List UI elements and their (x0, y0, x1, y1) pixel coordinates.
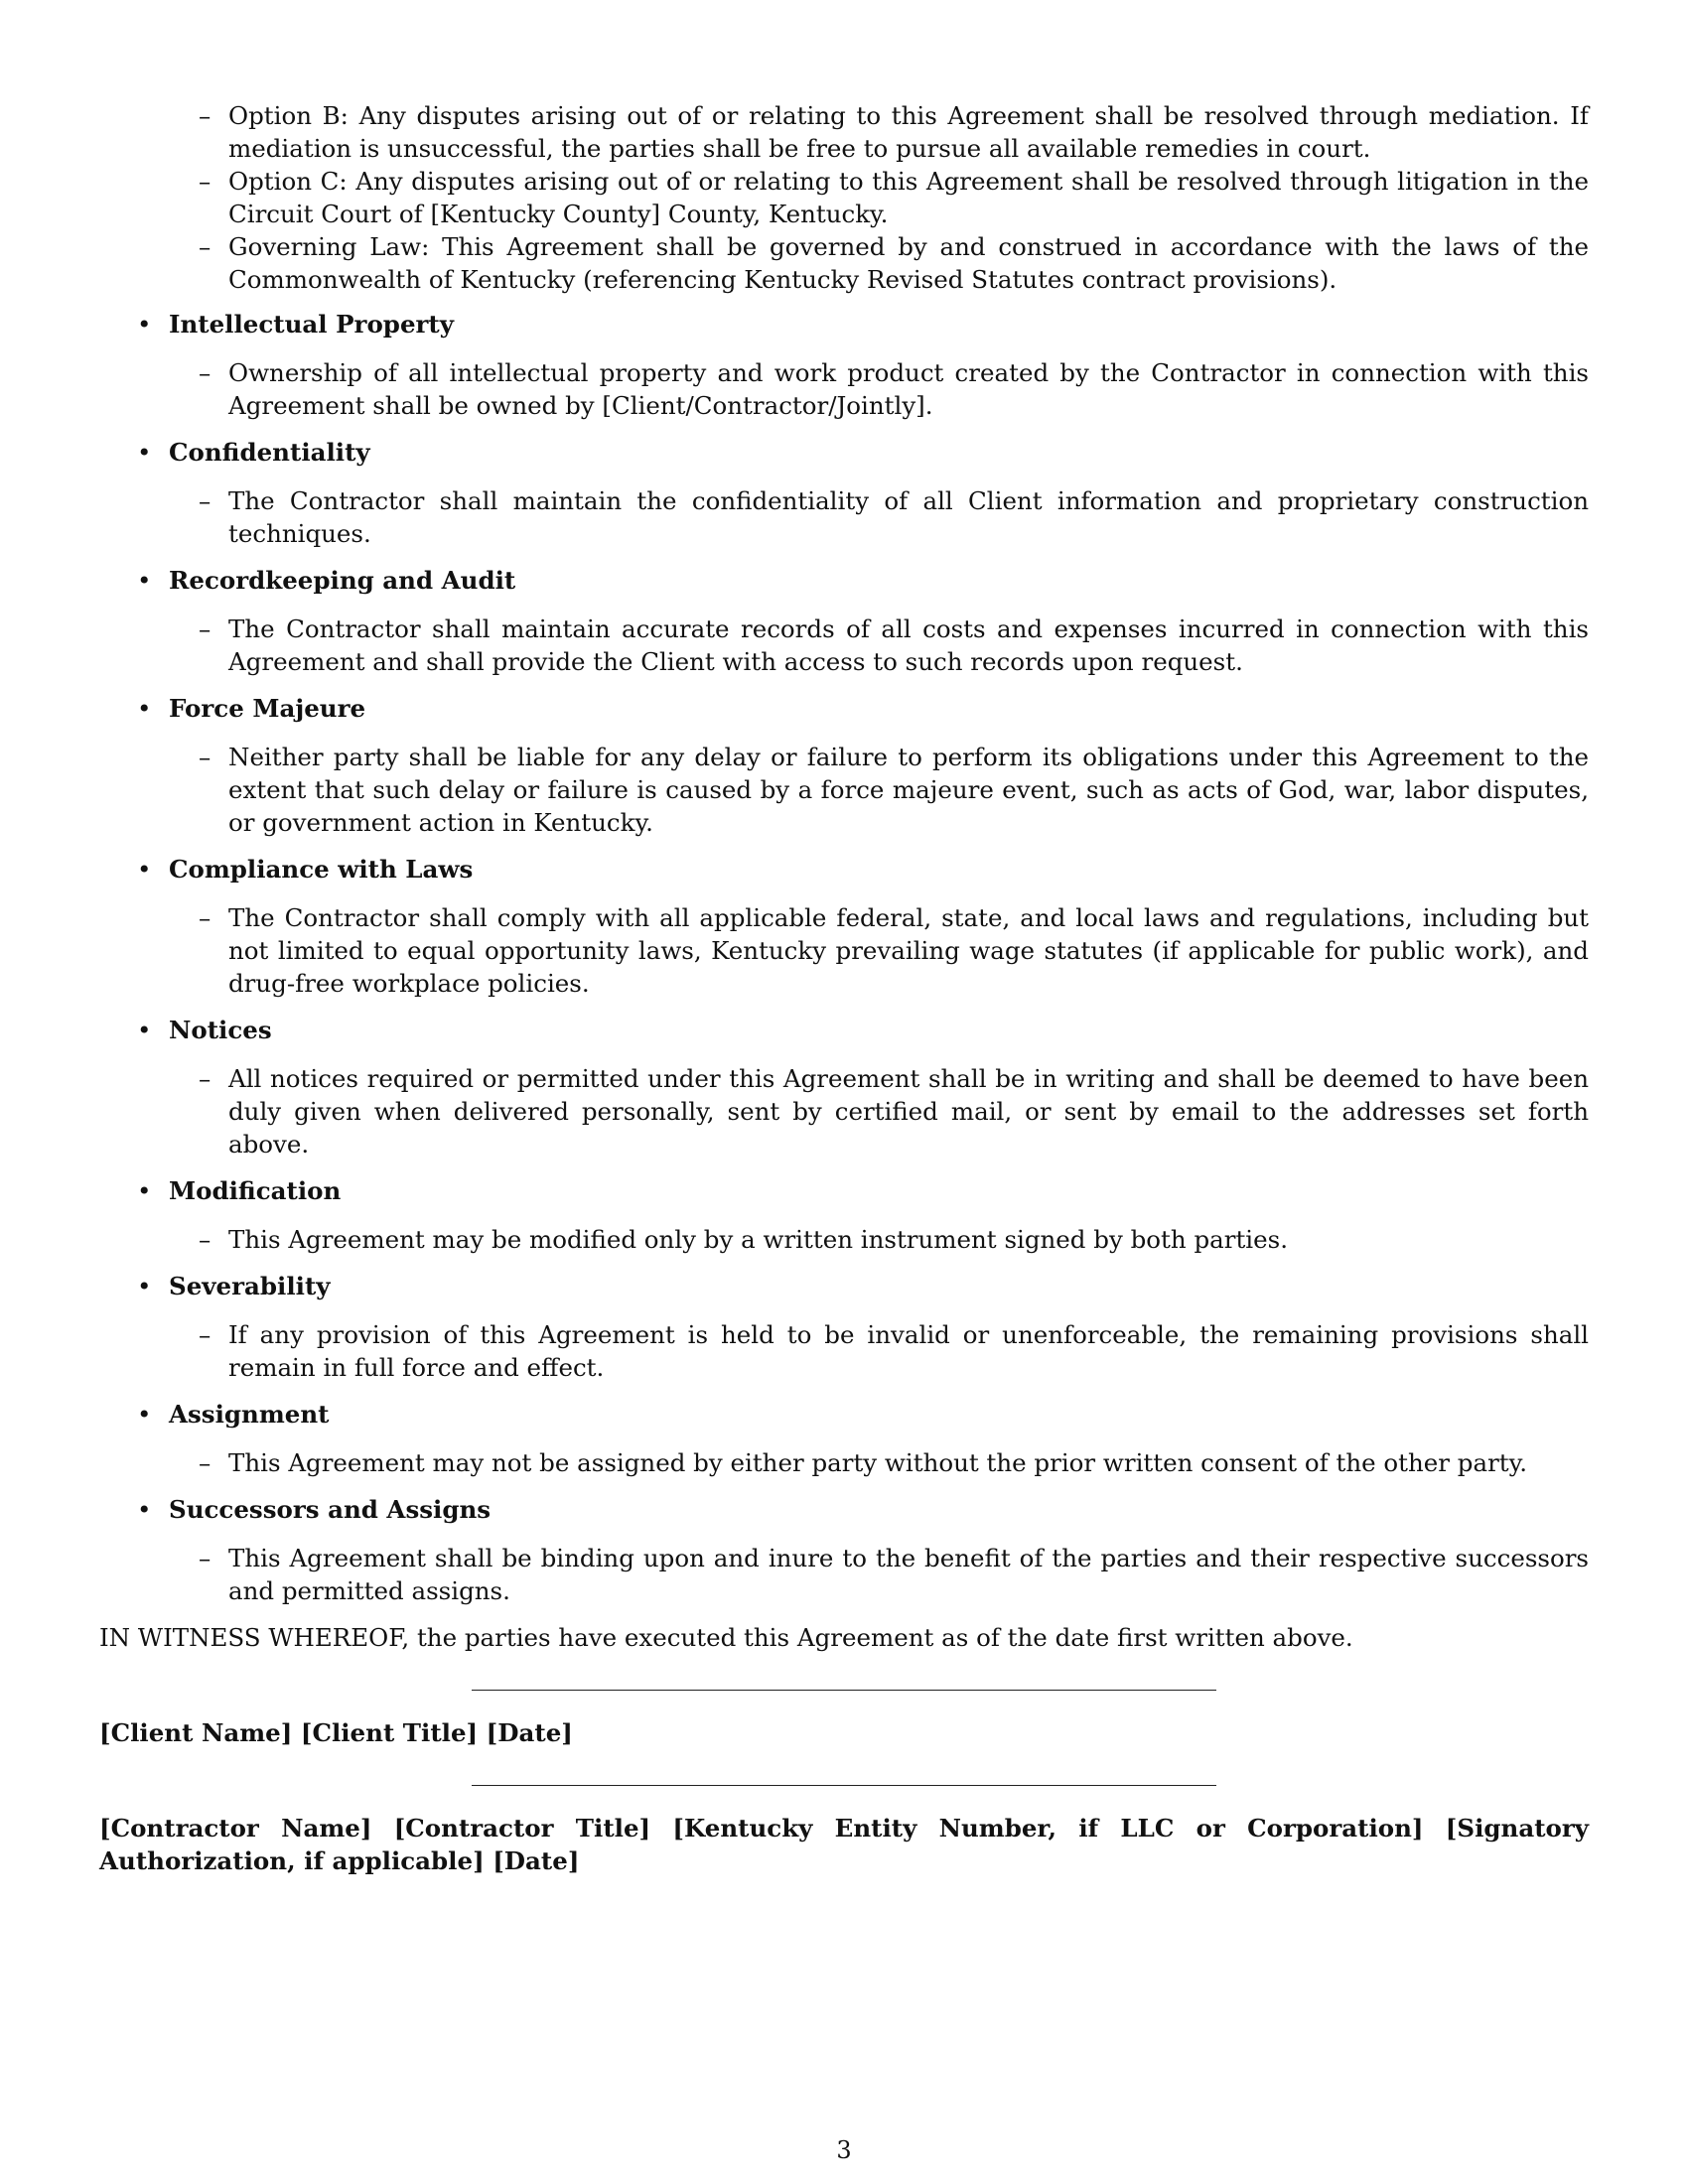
clause-notices (99, 1014, 1589, 1160)
clause-title: Confidentiality (169, 438, 370, 467)
dash-marker: – (199, 743, 211, 771)
bullet-marker: • (137, 1272, 152, 1300)
clause-intellectual-property (99, 308, 1589, 422)
clause-heading (99, 1398, 1589, 1431)
clause-body (99, 356, 1589, 422)
clause-assignment (99, 1398, 1589, 1479)
client-signature-line (472, 1690, 1216, 1691)
clause-heading (99, 1493, 1589, 1526)
clause-text: Neither party shall be liable for any delay or failure to perform its obligations under this Agreement to the extent that such delay or failure is caused by a force majeure event, such as acts of God, war, labor disputes, or government action in Kentucky. (228, 743, 1589, 837)
clause-heading (99, 436, 1589, 469)
bullet-marker: • (137, 566, 152, 595)
bullet-marker: • (137, 310, 152, 339)
list-item (99, 165, 1589, 230)
client-signature-block: [Client Name] [Client Title] [Date] (99, 1718, 573, 1747)
dash-marker: – (199, 486, 211, 515)
dash-marker: – (199, 232, 211, 261)
clause-body (99, 484, 1589, 550)
clause-body (99, 901, 1589, 1000)
clause-heading (99, 1270, 1589, 1302)
clause-body (99, 1223, 1589, 1256)
clause-text: The Contractor shall comply with all applicable federal, state, and local laws and regulations, including but not limited to equal opportunity laws, Kentucky prevailing wage statutes (if applicable for public work), and drug-free workplace policies. (228, 903, 1589, 998)
clause-text: This Agreement may not be assigned by either party without the prior written consent of the other party. (228, 1448, 1528, 1477)
clause-heading (99, 853, 1589, 886)
subitem-text: Option B: Any disputes arising out of or relating to this Agreement shall be resolved through mediation. If mediation is unsuccessful, the parties shall be free to pursue all available remedies in court. (228, 101, 1589, 163)
clause-compliance (99, 853, 1589, 1000)
dash-marker: – (199, 101, 211, 130)
clause-text: If any provision of this Agreement is held to be invalid or unenforceable, the remaining provisions shall remain in full force and effect. (228, 1320, 1589, 1382)
clause-title: Successors and Assigns (169, 1495, 492, 1524)
clause-title: Assignment (169, 1400, 330, 1429)
clause-text: This Agreement shall be binding upon and inure to the benefit of the parties and their respective successors and permitted assigns. (228, 1544, 1589, 1605)
bullet-marker: • (137, 1176, 152, 1205)
clause-body (99, 1542, 1589, 1607)
dash-marker: – (199, 903, 211, 932)
clause-title: Recordkeeping and Audit (169, 566, 516, 595)
clause-confidentiality (99, 436, 1589, 550)
subitem-text: Governing Law: This Agreement shall be governed by and construed in accordance with the laws of the Commonwealth of Kentucky (referencing Kentucky Revised Statutes contract provisions). (228, 232, 1589, 294)
dash-marker: – (199, 1544, 211, 1572)
bullet-marker: • (137, 438, 152, 467)
clause-list (99, 308, 1589, 1607)
bullet-marker: • (137, 1016, 152, 1044)
clause-text: Ownership of all intellectual property and work product created by the Contractor in connection with this Agreement shall be owned by [Client/Contractor/Jointly]. (228, 358, 1589, 420)
dash-marker: – (199, 614, 211, 643)
document-page (99, 99, 1589, 1877)
clause-heading (99, 1174, 1589, 1207)
dash-marker: – (199, 1064, 211, 1093)
clause-successors (99, 1493, 1589, 1607)
clause-body (99, 741, 1589, 839)
contractor-signature-line (472, 1785, 1216, 1786)
clause-recordkeeping (99, 564, 1589, 678)
clause-force-majeure (99, 692, 1589, 839)
clause-text: All notices required or permitted under this Agreement shall be in writing and shall be deemed to have been duly given when delivered personally, sent by certified mail, or sent by email to the addresses set forth above. (228, 1064, 1589, 1159)
clause-title: Force Majeure (169, 694, 366, 723)
clause-title: Modification (169, 1176, 342, 1205)
dash-marker: – (199, 1225, 211, 1254)
subitem-text: Option C: Any disputes arising out of or relating to this Agreement shall be resolved through litigation in the Circuit Court of [Kentucky County] County, Kentucky. (228, 167, 1589, 228)
bullet-marker: • (137, 694, 152, 723)
dash-marker: – (199, 358, 211, 387)
contractor-signature-block: [Contractor Name] [Contractor Title] [Kentucky Entity Number, if LLC or Corporation] [Signatory Authorization, if applicable] [Date] (99, 1814, 1589, 1875)
clause-heading (99, 692, 1589, 725)
clause-body (99, 613, 1589, 678)
clause-title: Notices (169, 1016, 272, 1044)
clause-text: The Contractor shall maintain the confidentiality of all Client information and proprietary construction techniques. (228, 486, 1589, 548)
clause-text: This Agreement may be modified only by a written instrument signed by both parties. (228, 1225, 1288, 1254)
bullet-marker: • (137, 1400, 152, 1429)
clause-modification (99, 1174, 1589, 1256)
clause-heading (99, 1014, 1589, 1046)
dash-marker: – (199, 167, 211, 196)
page-number: 3 (836, 2136, 852, 2164)
clause-title: Intellectual Property (169, 310, 454, 339)
clause-heading (99, 308, 1589, 341)
dash-marker: – (199, 1320, 211, 1349)
clause-heading (99, 564, 1589, 597)
dispute-resolution-subitems (99, 99, 1589, 296)
clause-body (99, 1446, 1589, 1479)
clause-title: Severability (169, 1272, 331, 1300)
witness-statement: IN WITNESS WHEREOF, the parties have executed this Agreement as of the date first written above. (99, 1623, 1353, 1652)
clause-severability (99, 1270, 1589, 1384)
clause-text: The Contractor shall maintain accurate records of all costs and expenses incurred in connection with this Agreement and shall provide the Client with access to such records upon request. (228, 614, 1589, 676)
clause-body (99, 1318, 1589, 1384)
list-item (99, 99, 1589, 165)
clause-body (99, 1062, 1589, 1160)
bullet-marker: • (137, 1495, 152, 1524)
clause-title: Compliance with Laws (169, 855, 474, 884)
dash-marker: – (199, 1448, 211, 1477)
bullet-marker: • (137, 855, 152, 884)
list-item (99, 230, 1589, 296)
